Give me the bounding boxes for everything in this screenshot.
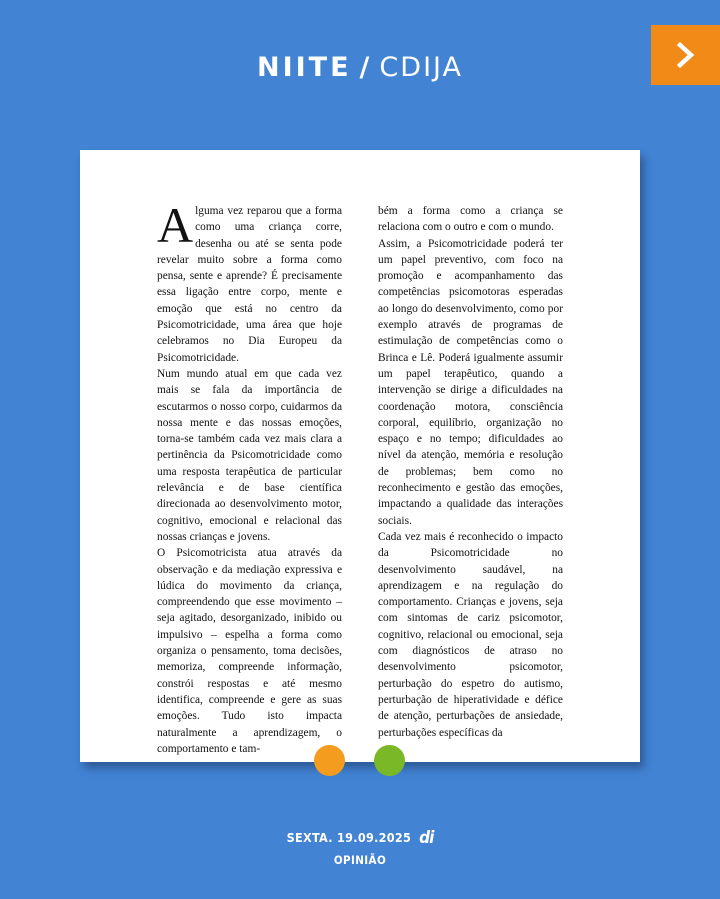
pagination-dot-1[interactable]: [314, 745, 345, 776]
paragraph-text: lguma vez reparou que a forma como uma criança corre, desenha ou até se senta pode revelar muito sobre a forma como pensa, sente e aprende? É precisamente essa ligação entre corpo, mente e emoção que está no centro da Psicomotricidade, uma área que hoje celebramos no Dia Europeu da Psicomotricidade.: [157, 205, 342, 364]
paragraph: Cada vez mais é reconhecido o impacto da Psicomotricidade no desenvolvimento saudável, na aprendizagem e na regulação do comportamento. Crianças e jovens, seja com sintomas de cariz psicomotor, cognitivo, relacional ou emocional, seja com diagnósticos de atraso no desenvolvimento psicomotor, perturbação do espetro do autismo, perturbação de hiperatividade e défice de atenção, perturbações de ansiedade, perturbações específicas da: [378, 530, 563, 739]
section-label: OPINIÃO: [333, 853, 387, 867]
next-button[interactable]: [651, 25, 720, 85]
article-columns: [157, 197, 563, 757]
chevron-right-icon: [675, 42, 697, 68]
paragraph: O Psicomotricista atua através da observação e da mediação expressiva e lúdica do movimento da criança, compreendendo que esse movimento – seja agitado, desorganizado, inibido ou impulsivo – espelha a forma como organiza o pensamento, toma decisões, memoriza, compreende informação, constrói respostas e até mesmo identifica, compreende e gere as suas emoções. Tudo isto impacta naturalmente a aprendizagem, o comportamento e tam-: [157, 547, 342, 755]
publication-date: SEXTA. 19.09.2025: [286, 830, 412, 845]
di-logo: di: [419, 828, 434, 848]
article-card: [80, 150, 640, 762]
header-logo: [0, 52, 720, 83]
article-column-left: [157, 197, 342, 757]
dropcap: A: [157, 197, 194, 253]
brand-separator: /: [359, 52, 372, 83]
pagination-dot-2[interactable]: [374, 745, 405, 776]
paragraph: Assim, a Psicomotricidade poderá ter um papel preventivo, com foco na promoção e acompanhamento das competências psicomotoras esperadas ao longo do desenvolvimento, como por exemplo através de programas de estimulação de competências como o Brinca e Lê. Poderá igualmente assumir um papel terapêutico, quando a intervenção se dirige a dificuldades na coordenação motora, consciência corporal, equilíbrio, organização no espaço e no tempo; dificuldades ao nível da atenção, memória e resolução de problemas; bem como no reconhecimento e gestão das emoções, impactando a qualidade das interações sociais.: [378, 237, 563, 527]
article-column-right: [378, 203, 563, 757]
paragraph: Num mundo atual em que cada vez mais se fala da importância de escutarmos o nosso corpo, cuidarmos da nossa mente e das nossas emoções, torna-se também cada vez mais clara a pertinência da Psicomotricidade como uma resposta terapêutica de particular relevância e de base científica direcionada ao desenvolvimento motor, cognitivo, emocional e relacional das nossas crianças e jovens.: [157, 367, 342, 543]
brand-cdija: CDIJA: [379, 52, 463, 83]
paragraph: [157, 197, 342, 366]
brand-niite: NIITE: [256, 52, 352, 83]
paragraph: bém a forma como a criança se relaciona com o outro e com o mundo.: [378, 205, 563, 234]
footer-date-line: [0, 828, 720, 848]
